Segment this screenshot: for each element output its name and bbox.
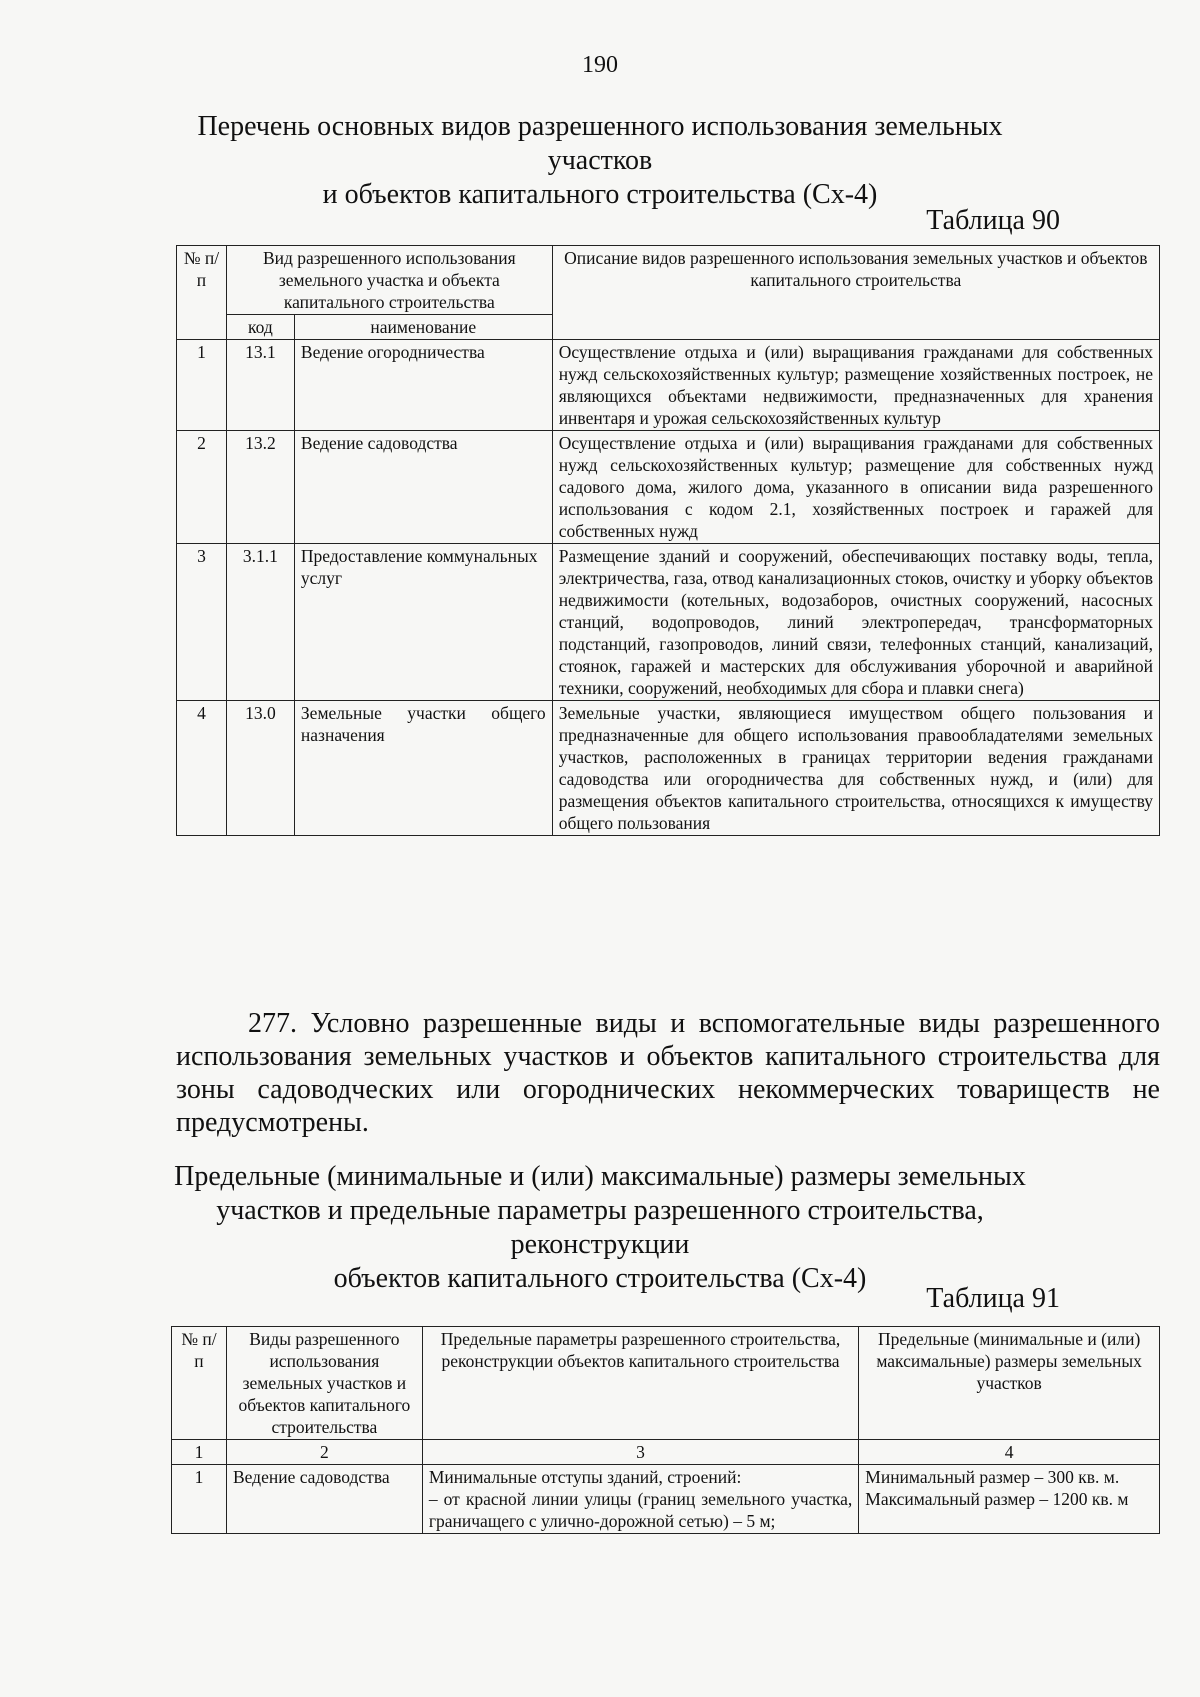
- row-name: Ведение огородничества: [294, 340, 552, 431]
- paragraph-277: [176, 1007, 1160, 1139]
- row-num: 1: [172, 1465, 227, 1534]
- row-name: Предоставление коммунальных услуг: [294, 544, 552, 701]
- header-sizes: Предельные (минимальные и (или) максимальные) размеры земельных участков: [859, 1327, 1160, 1440]
- column-number: 2: [226, 1440, 422, 1465]
- column-number: 3: [422, 1440, 858, 1465]
- column-number: 1: [172, 1440, 227, 1465]
- table91: [171, 1326, 1160, 1534]
- params-line: Минимальные отступы зданий, строений:: [428, 1467, 742, 1487]
- header-name: наименование: [294, 315, 552, 340]
- table-row: [177, 340, 1160, 431]
- row-num: 1: [177, 340, 227, 431]
- table91-heading: [150, 1160, 1050, 1296]
- header-num: № п/п: [172, 1327, 227, 1440]
- row-num: 4: [177, 701, 227, 836]
- row-description: Осуществление отдыха и (или) выращивания гражданами для собственных нужд сельскохозяйственных культур; размещение для собственных нужд садового дома, жилого дома, указанного в описании вида разрешенного использования с кодом 2.1, хозяйственных построек и гаражей для собственных нужд: [552, 431, 1159, 544]
- row-code: 3.1.1: [226, 544, 294, 701]
- header-kind: Вид разрешенного использования земельного участка и объекта капитального строительства: [226, 246, 552, 315]
- column-number: 4: [859, 1440, 1160, 1465]
- header-kinds: Виды разрешенного использования земельных участков и объектов капитального строительства: [226, 1327, 422, 1440]
- paragraph-number: 277.: [248, 1008, 297, 1039]
- row-kind: Ведение садоводства: [226, 1465, 422, 1534]
- row-name: Земельные участки общего назначения: [294, 701, 552, 836]
- row-code: 13.1: [226, 340, 294, 431]
- heading-line: Предельные (минимальные и (или) максимальные) размеры земельных: [174, 1161, 1026, 1192]
- table91-caption: Таблица 91: [926, 1283, 1060, 1314]
- header-num: № п/п: [177, 246, 227, 340]
- row-description: Размещение зданий и сооружений, обеспечивающих поставку воды, тепла, электричества, газа, отвод канализационных стоков, очистку и уборку объектов недвижимости (котельных, водозаборов, очистных сооружений, насосных станций, водопроводов, линий электропередач, трансформаторных подстанций, газопроводов, линий связи, телефонных станций, канализаций, стоянок, гаражей и мастерских для обслуживания уборочной и аварийной техники, сооружений, необходимых для сбора и плавки снега): [552, 544, 1159, 701]
- row-num: 2: [177, 431, 227, 544]
- table-row: [172, 1465, 1160, 1534]
- header-description: Описание видов разрешенного использования земельных участков и объектов капитального строительства: [552, 246, 1159, 340]
- page-number: 190: [582, 52, 618, 78]
- table-row: [177, 701, 1160, 836]
- row-description: Осуществление отдыха и (или) выращивания гражданами для собственных нужд сельскохозяйственных культур; размещение хозяйственных построек, не являющихся объектами недвижимости, предназначенных для хранения инвентаря и урожая сельскохозяйственных культур: [552, 340, 1159, 431]
- heading-line: участков и предельные параметры разрешенного строительства, реконструкции: [216, 1195, 984, 1260]
- table90: [176, 245, 1160, 836]
- row-description: Земельные участки, являющиеся имуществом общего пользования и предназначенные для общего использования правообладателями земельных участков, расположенных в границах территории ведения гражданами садоводства или огородничества для собственных нужд, и (или) для размещения объектов капитального строительства, относящихся к имуществу общего пользования: [552, 701, 1159, 836]
- size-min: Минимальный размер – 300 кв. м.: [865, 1467, 1120, 1487]
- row-name: Ведение садоводства: [294, 431, 552, 544]
- row-sizes: [859, 1465, 1160, 1534]
- table90-heading: [150, 110, 1050, 212]
- row-code: 13.0: [226, 701, 294, 836]
- size-max: Максимальный размер – 1200 кв. м: [865, 1489, 1129, 1509]
- params-line: – от красной линии улицы (границ земельного участка, граничащего с улично-дорожной сетью) – 5 м;: [428, 1489, 853, 1531]
- paragraph-text: Условно разрешенные виды и вспомогательные виды разрешенного использования земельных участков и объектов капитального строительства для зоны садоводческих или огороднических некоммерческих товариществ не предусмотрены.: [176, 1008, 1160, 1138]
- header-params: Предельные параметры разрешенного строительства, реконструкции объектов капитального строительства: [422, 1327, 858, 1440]
- heading-line: Перечень основных видов разрешенного использования земельных участков: [197, 111, 1003, 176]
- table-row: [177, 544, 1160, 701]
- table90-caption: Таблица 90: [926, 205, 1060, 236]
- header-code: код: [226, 315, 294, 340]
- table-row: [177, 431, 1160, 544]
- row-code: 13.2: [226, 431, 294, 544]
- heading-line: объектов капитального строительства (Сх-4): [333, 1263, 867, 1294]
- column-numbers-row: [172, 1440, 1160, 1465]
- row-num: 3: [177, 544, 227, 701]
- heading-line: и объектов капитального строительства (Сх-4): [322, 179, 878, 210]
- row-params: [422, 1465, 858, 1534]
